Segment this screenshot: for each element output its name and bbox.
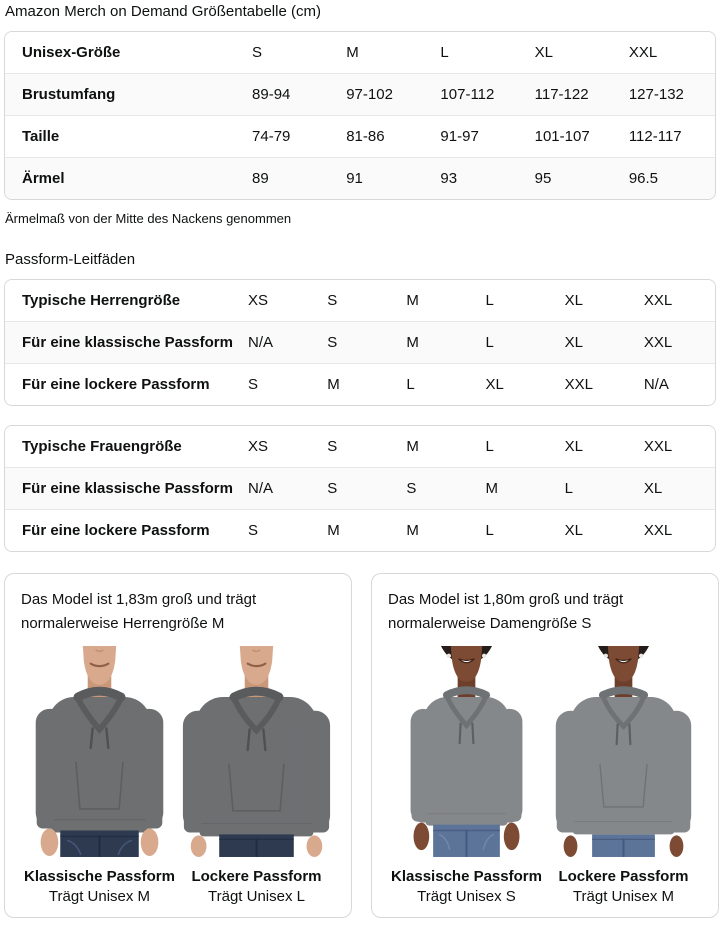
column-header: S — [252, 44, 263, 61]
mens-loose-fit-figure — [178, 644, 335, 905]
size-value: M — [406, 438, 419, 455]
size-value: XXL — [643, 292, 673, 309]
unisex-size-table — [4, 31, 716, 200]
table-row — [5, 363, 715, 405]
size-value: L — [485, 334, 494, 351]
size-value: 91 — [346, 170, 363, 187]
fit-name-label: Lockere Passform — [191, 868, 322, 885]
table-row — [5, 509, 715, 551]
row-label: Für eine klassische Passform — [22, 334, 233, 351]
size-value: 112-117 — [628, 128, 682, 145]
size-value: XS — [248, 292, 269, 309]
size-value: XS — [248, 438, 269, 455]
page-title: Amazon Merch on Demand Größentabelle (cm) — [5, 3, 321, 20]
size-value: 97-102 — [346, 86, 393, 103]
size-value: S — [327, 438, 338, 455]
row-label: Für eine lockere Passform — [22, 376, 210, 393]
mens-fit-table — [4, 279, 716, 406]
fit-name-label: Klassische Passform — [391, 868, 542, 885]
size-value: 96.5 — [628, 170, 659, 187]
womens-loose-fit-photo — [545, 644, 702, 859]
size-value: XL — [564, 438, 584, 455]
size-value: N/A — [248, 480, 274, 497]
row-label: Typische Herrengröße — [22, 292, 181, 309]
size-value: 74-79 — [252, 128, 291, 145]
size-value: XL — [485, 376, 504, 393]
size-value: S — [248, 376, 259, 393]
size-value: 89 — [252, 170, 269, 187]
model-caption: Das Model ist 1,80m groß und trägt normalerweise Damengröße S — [388, 591, 624, 632]
table-row — [5, 321, 715, 363]
fit-size-label: Trägt Unisex S — [417, 888, 516, 905]
size-value: 117-122 — [534, 86, 589, 103]
size-value: XL — [564, 292, 584, 309]
size-value: N/A — [643, 376, 669, 393]
fit-size-label: Trägt Unisex L — [208, 888, 305, 905]
model-cards — [4, 573, 716, 918]
mens-classic-fit-photo — [21, 644, 178, 859]
fit-size-label: Trägt Unisex M — [48, 888, 151, 905]
size-value: S — [327, 334, 338, 351]
fit-name-label: Lockere Passform — [558, 868, 689, 885]
size-value: M — [406, 292, 419, 309]
size-value: XXL — [643, 334, 673, 351]
row-label: Für eine lockere Passform — [22, 522, 210, 539]
row-label: Brustumfang — [22, 86, 116, 103]
table-row — [5, 467, 715, 509]
size-value: 107-112 — [440, 86, 495, 103]
size-value: L — [485, 292, 494, 309]
size-value: S — [406, 480, 417, 497]
fit-name-label: Klassische Passform — [24, 868, 175, 885]
size-value: XXL — [643, 522, 673, 539]
size-value: 91-97 — [440, 128, 479, 145]
column-header: XL — [534, 44, 553, 61]
size-value: 101-107 — [534, 128, 590, 145]
size-value: S — [327, 480, 338, 497]
size-value: 95 — [534, 170, 552, 187]
model-photos — [21, 644, 335, 905]
size-value: M — [327, 376, 340, 393]
size-value: 127-132 — [628, 86, 684, 103]
model-caption: Das Model ist 1,83m groß und trägt normalerweise Herrengröße M — [21, 591, 257, 632]
womens-classic-fit-figure — [388, 644, 545, 905]
row-label: Ärmel — [22, 170, 65, 187]
model-photos — [388, 644, 702, 905]
fit-guides-heading: Passform-Leitfäden — [5, 251, 136, 268]
size-value: XL — [564, 334, 584, 351]
row-label: Typische Frauengröße — [22, 438, 182, 455]
size-value: L — [406, 376, 415, 393]
size-value: 89-94 — [252, 86, 291, 103]
column-header: L — [440, 44, 449, 61]
column-header: Unisex-Größe — [22, 44, 121, 61]
sleeve-measure-note: Ärmelmaß von der Mitte des Nackens genommen — [5, 211, 292, 226]
size-value: 93 — [440, 170, 458, 187]
table-row — [5, 426, 715, 467]
column-header: M — [346, 44, 359, 61]
mens-model-card — [4, 573, 352, 918]
womens-loose-fit-figure — [545, 644, 702, 905]
table-row — [5, 280, 715, 321]
size-value: M — [485, 480, 499, 497]
womens-model-card — [371, 573, 719, 918]
size-value: S — [248, 522, 259, 539]
size-value: 81-86 — [346, 128, 385, 145]
size-value: XXL — [564, 376, 594, 393]
size-value: L — [564, 480, 574, 497]
column-header: XXL — [628, 44, 658, 61]
size-value: L — [485, 522, 494, 539]
womens-fit-table — [4, 425, 716, 552]
size-value: XL — [643, 480, 663, 497]
womens-classic-fit-photo — [388, 644, 545, 859]
fit-size-label: Trägt Unisex M — [572, 888, 675, 905]
row-label: Für eine klassische Passform — [22, 480, 233, 497]
table-header-row — [5, 32, 715, 73]
table-row-waist — [5, 115, 715, 157]
size-value: S — [327, 292, 338, 309]
size-value: M — [327, 522, 340, 539]
row-label: Taille — [22, 128, 60, 145]
size-value: N/A — [248, 334, 274, 351]
size-value: M — [406, 522, 419, 539]
size-value: XL — [564, 522, 584, 539]
table-row-sleeve — [5, 157, 715, 199]
mens-loose-fit-photo — [178, 644, 335, 859]
size-value: M — [406, 334, 419, 351]
size-value: L — [485, 438, 494, 455]
mens-classic-fit-figure — [21, 644, 178, 905]
table-row-chest — [5, 73, 715, 115]
size-value: XXL — [643, 438, 673, 455]
